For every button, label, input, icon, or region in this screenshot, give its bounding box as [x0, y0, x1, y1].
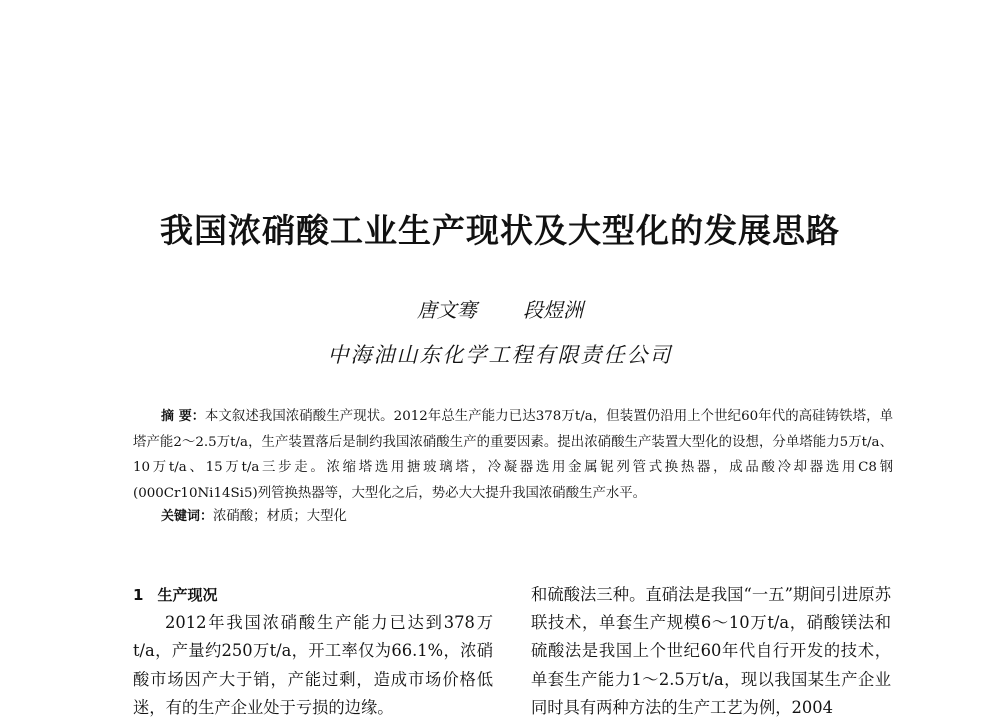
abstract-text: 本文叙述我国浓硝酸生产现状。2012年总生产能力已达378万t/a，但装置仍沿用上个世纪60年代的高硅铸铁塔，单塔产能2～2.5万t/a，生产装置落后是制约我国浓硝酸生产的重要因素。提出浓硝酸生产装置大型化的设想，分单塔能力5万t/a、10万t/a、15万t/a三步走。浓缩塔选用搪玻璃塔，冷凝器选用金属铌列管式换热器，成品酸冷却器选用C8钢(000Cr10Ni14Si5)列管换热器等，大型化之后，势必大大提升我国浓硝酸生产水平。 — [133, 409, 893, 501]
author-name: 段煜洲 — [523, 298, 584, 322]
keywords-text: 浓硝酸；材质；大型化 — [213, 509, 347, 524]
paper-title: 我国浓硝酸工业生产现状及大型化的发展思路 — [160, 211, 840, 250]
section-title: 生产现况 — [157, 586, 218, 604]
abstract — [133, 404, 893, 506]
body-column-right — [531, 581, 891, 722]
author-name: 唐文骞 — [416, 298, 477, 322]
author-list — [0, 294, 1000, 323]
affiliation: 中海油山东化学工程有限责任公司 — [327, 343, 673, 367]
keywords — [161, 506, 861, 528]
body-column-left — [133, 581, 493, 722]
section-heading — [133, 581, 493, 609]
section-number: 1 — [133, 586, 144, 604]
body-paragraph: 2012年我国浓硝酸生产能力已达到378万t/a，产量约250万t/a，开工率仅为66.1%，浓硝酸市场因产大于销，产能过剩，造成市场价格低迷，有的生产企业处于亏损的边缘。 — [133, 613, 493, 717]
abstract-label: 摘 要： — [161, 409, 205, 424]
keywords-label: 关键词： — [161, 509, 214, 524]
body-paragraph: 和硫酸法三种。直硝法是我国“一五”期间引进原苏联技术，单套生产规模6～10万t/a，硝酸镁法和硫酸法是我国上个世纪60年代自行开发的技术，单套生产能力1～2.5万t/a，现以我国某生产企业同时具有两种方法的生产工艺为例，2004 — [531, 585, 891, 717]
